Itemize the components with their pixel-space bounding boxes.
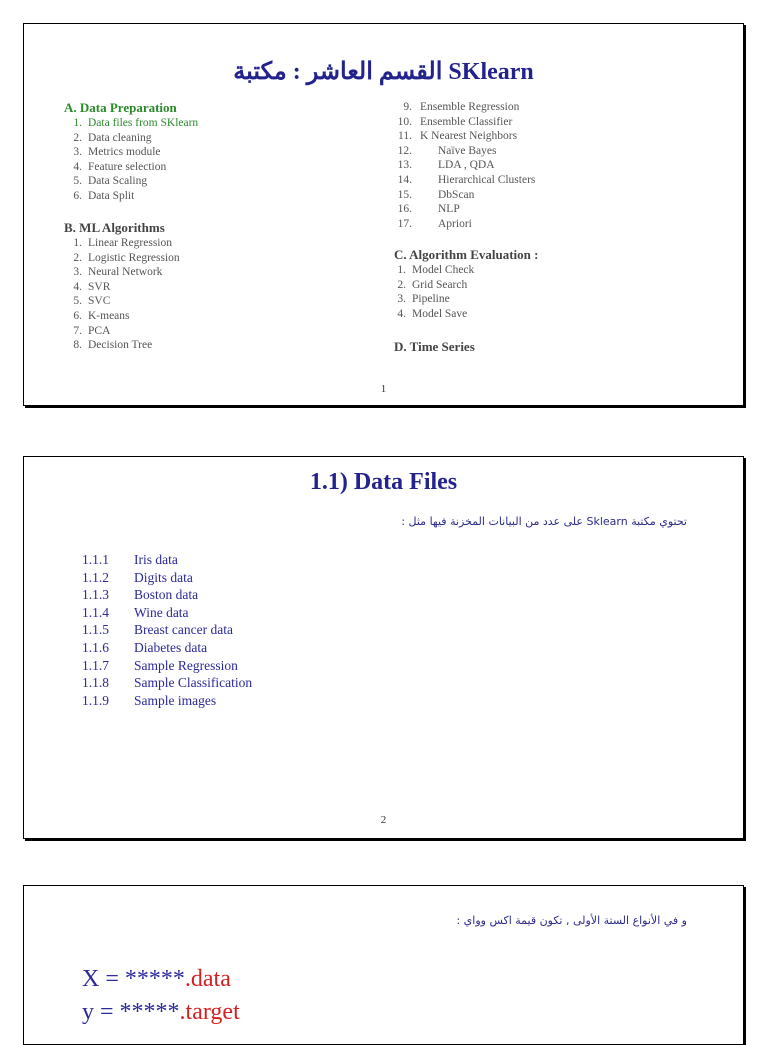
slide-1 bbox=[23, 23, 744, 406]
section-a-heading: A. Data Preparation bbox=[64, 100, 177, 115]
list-item: 3. Pipeline bbox=[397, 293, 450, 306]
list-item: 1. Data files from SKlearn bbox=[73, 117, 199, 129]
list-item: 6. Data Split bbox=[73, 189, 135, 202]
slide-2 bbox=[23, 456, 744, 839]
section-b-list-continued bbox=[388, 100, 535, 231]
list-item: 1.1.6 Diabetes data bbox=[82, 639, 208, 655]
list-item: 5. Data Scaling bbox=[73, 175, 148, 188]
section-d-heading: D. Time Series bbox=[394, 339, 475, 354]
list-item: 6. K-means bbox=[73, 309, 130, 322]
section-b-list bbox=[64, 236, 180, 353]
list-item: 2. Logistic Regression bbox=[73, 251, 180, 264]
section-a-list bbox=[64, 116, 198, 204]
slide-2-title: 1.1) Data Files bbox=[309, 469, 458, 495]
list-item: 14. Hierarchical Clusters bbox=[397, 173, 536, 186]
list-item: 1.1.5 Breast cancer data bbox=[82, 622, 233, 638]
section-c-list bbox=[388, 263, 474, 321]
page-number: 2 bbox=[380, 814, 387, 826]
list-item: 9. Ensemble Regression bbox=[403, 101, 520, 113]
section-b-heading: B. ML Algorithms bbox=[64, 220, 165, 235]
list-item: 5. SVC bbox=[73, 295, 111, 308]
list-item: 1.1.1 Iris data bbox=[82, 552, 178, 567]
slide-2-intro: تحتوي مكتبة Sklearn على عدد من البيانات المخزنة فيها مثل : bbox=[401, 515, 687, 528]
page-number: 1 bbox=[380, 383, 387, 395]
list-item: 13. LDA , QDA bbox=[397, 159, 495, 172]
list-item: 10. Ensemble Classifier bbox=[397, 115, 513, 128]
list-item: 1.1.8 Sample Classification bbox=[82, 675, 253, 691]
list-item: 2. Data cleaning bbox=[73, 131, 152, 144]
slide-3 bbox=[23, 885, 744, 1045]
list-item: 1.1.7 Sample Regression bbox=[82, 657, 238, 673]
data-files-list bbox=[82, 551, 252, 709]
list-item: 1. Model Check bbox=[397, 264, 475, 276]
section-c-heading: C. Algorithm Evaluation : bbox=[394, 247, 539, 262]
list-item: 17. Apriori bbox=[397, 217, 472, 230]
list-item: 2. Grid Search bbox=[397, 278, 468, 291]
slide-1-title: القسم العاشر : مكتبة SKlearn bbox=[233, 59, 534, 85]
list-item: 3. Neural Network bbox=[73, 266, 163, 279]
list-item: 12. Naïve Bayes bbox=[397, 144, 497, 157]
list-item: 4. Model Save bbox=[397, 307, 468, 320]
list-item: 4. Feature selection bbox=[73, 160, 167, 173]
list-item: 1.1.4 Wine data bbox=[82, 604, 189, 620]
list-item: 1.1.3 Boston data bbox=[82, 587, 199, 603]
list-item: 15. DbScan bbox=[397, 188, 475, 201]
list-item: 4. SVR bbox=[73, 280, 111, 293]
list-item: 1.1.9 Sample images bbox=[82, 692, 217, 708]
list-item: 8. Decision Tree bbox=[73, 339, 153, 352]
list-item: 1. Linear Regression bbox=[73, 237, 172, 249]
y-assignment: y = *****.target bbox=[82, 999, 240, 1025]
list-item: 11. K Nearest Neighbors bbox=[398, 130, 518, 143]
slide-3-intro: و في الأنواع الستة الأولى , تكون قيمة اكس وواي : bbox=[456, 914, 687, 927]
x-assignment: X = *****.data bbox=[82, 966, 231, 992]
list-item: 3. Metrics module bbox=[73, 146, 161, 159]
list-item: 7. PCA bbox=[73, 324, 111, 337]
list-item: 16. NLP bbox=[397, 203, 460, 216]
list-item: 1.1.2 Digits data bbox=[82, 569, 193, 585]
